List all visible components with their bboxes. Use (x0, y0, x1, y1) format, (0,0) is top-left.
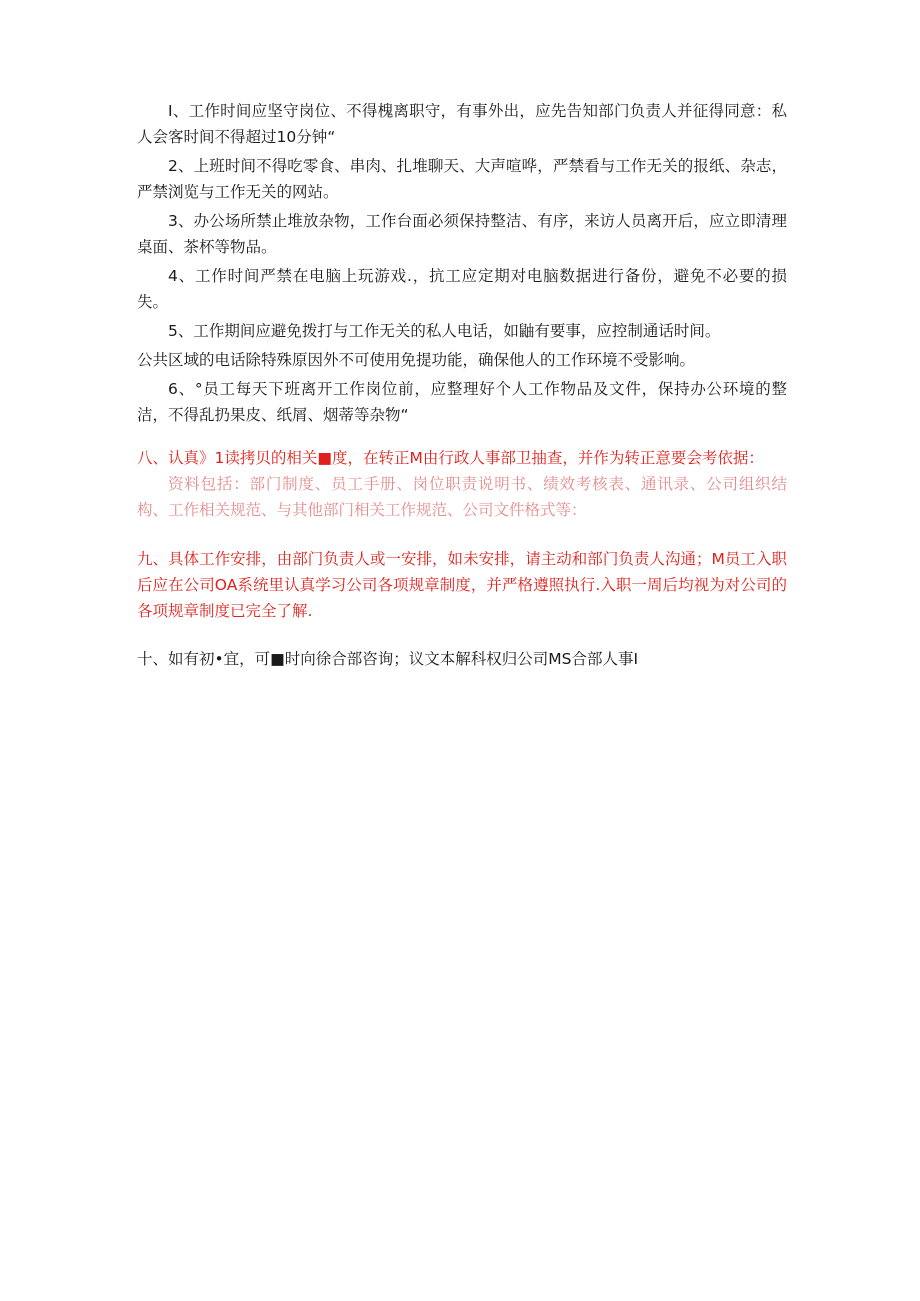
rule-3: 3、办公场所禁止堆放杂物，工作台面必须保持整洁、有序，来访人员离开后，应立即清理桌面、茶杯等物品。 (137, 212, 787, 256)
section-8-heading: 八、认真》1读拷贝的相关■度，在转正M由行政人事部卫抽查，并作为转正意要会考依据： (137, 449, 764, 467)
rule-6: 6、°员工每天下班离开工作岗位前，应整理好个人工作物品及文件，保持办公环境的整洁，不得乱扔果皮、纸屑、烟蒂等杂物“ (137, 380, 787, 424)
rule-2: 2、上班时间不得吃零食、串肉、扎堆聊天、大声喧哗，严禁看与工作无关的报纸、杂志，严禁浏览与工作无关的网站。 (137, 157, 787, 201)
rule-5: 5、工作期间应避免拨打与工作无关的私人电话，如鼬有要事，应控制通话时间。 (168, 322, 721, 340)
document-body (137, 98, 787, 672)
section-8-materials: 资料包括：部门制度、员工手册、岗位职责说明书、绩效考核表、通讯录、公司组织结构、工作相关规范、与其他部门相关工作规范、公司文件格式等： (137, 475, 787, 519)
rule-5-continued: 公共区域的电话除特殊原因外不可使用免提功能，确保他人的工作环境不受影响。 (137, 351, 696, 369)
rule-1: I、工作时间应坚守岗位、不得槐离职守，有事外出，应先告知部门负责人并征得同意：私人会客时间不得超过10分钟“ (137, 102, 787, 146)
section-10-text: 十、如有初•宜，可■时向徐合部咨询；议文本解科权归公司MS合部人事I (137, 650, 639, 668)
section-9-text: 九、具体工作安排，由部门负责人或一安排，如未安排，请主动和部门负责人沟通；M员工入职后应在公司OA系统里认真学习公司各项规章制度，并严格遵照执行.入职一周后均视为对公司的各项规章制度已完全了解. (137, 550, 787, 620)
rule-4: 4、工作时间严禁在电脑上玩游戏.，抗工应定期对电脑数据进行备份，避免不必要的损失。 (137, 267, 787, 311)
